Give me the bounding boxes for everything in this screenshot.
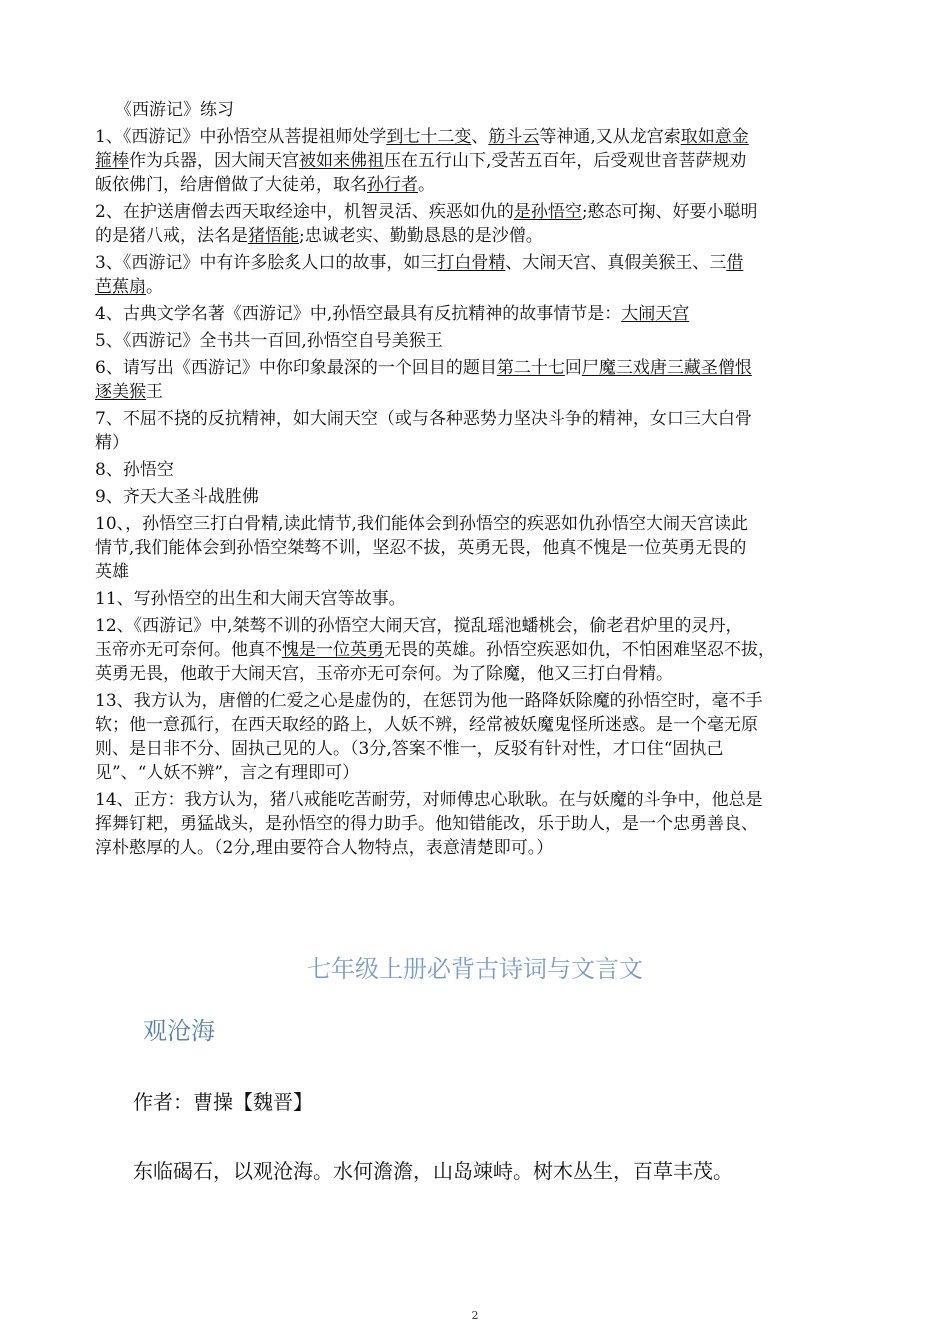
exercise-line (95, 224, 860, 248)
exercise-item (95, 512, 860, 584)
exercise-line (95, 788, 860, 812)
text-segment: 2、在护送唐僧去西天取经途中，机智灵活、疾恶如仇的 (95, 202, 514, 222)
text-segment: 4、古典文学名著《西游记》中,孙悟空最具有反抗精神的故事情节是： (95, 304, 622, 324)
answer-underlined: 尸魔三戏唐三藏圣僧恨 (581, 358, 752, 378)
answer-underlined: 猪悟能 (248, 226, 299, 246)
exercise-line (95, 560, 860, 584)
exercise-item (95, 485, 860, 509)
answer-underlined: 借 (726, 253, 744, 273)
text-segment: 情节,我们能体会到孙悟空桀骜不训，坚忍不拔，英勇无畏，他真不愧是一位英勇无畏的 (95, 538, 747, 558)
text-segment: ;憨态可掬、好要小聪明 (581, 202, 758, 222)
answer-underlined: 到七十二变 (386, 127, 472, 147)
exercise-item (95, 302, 860, 326)
exercise-line (95, 512, 860, 536)
exercise-line (95, 689, 860, 713)
exercise-line (95, 614, 860, 638)
text-segment: 12、《西游记》中,桀骜不训的孙悟空大闹天宫，搅乱瑶池蟠桃会，偷老君炉里的灵丹， (95, 616, 743, 636)
text-segment: 作为兵器，因大闹天宫 (129, 151, 299, 171)
text-segment: 则、是日非不分、固执己见的人。（3分,答案不惟一，反驳有针对性，才口住“固执己 (95, 739, 724, 759)
exercise-line (95, 458, 860, 482)
text-segment: 13、我方认为，唐僧的仁爱之心是虚伪的，在惩罚为他一路降妖除魔的孙悟空时，毫不手 (95, 691, 763, 711)
exercise-line (95, 431, 860, 455)
text-segment: 无畏的英雄。孙悟空疾恶如仇，不怕困难坚忍不拔， (384, 640, 775, 660)
text-segment: 7、不屈不挠的反抗精神，如大闹天空（或与各种恶势力坚决斗争的精神，女口三大白骨 (95, 409, 752, 429)
text-segment: 见”、“人妖不辨”，言之有理即可） (95, 763, 360, 783)
text-segment: 皈依佛门，给唐僧做了大徒弟，取名 (95, 175, 367, 195)
text-segment: 的是猪八戒，法名是 (95, 226, 248, 246)
exercise-line (95, 251, 860, 275)
text-segment: 王 (146, 382, 163, 402)
exercise-item (95, 614, 860, 686)
poem-author: 作者：曹操【魏晋】 (133, 1090, 313, 1114)
exercise-item (95, 689, 860, 785)
answer-underlined: 大闹天宫 (621, 304, 690, 324)
exercise-line (95, 356, 860, 380)
exercise-item (95, 251, 860, 299)
exercise-line (95, 812, 860, 836)
text-segment: 玉帝亦无可奈何。他真不 (95, 640, 282, 660)
text-segment: 8、孙悟空 (95, 460, 174, 480)
exercise-item (95, 587, 860, 611)
text-segment: 5、《西游记》全书共一百回,孙悟空自号美猴王 (95, 331, 443, 351)
exercise-line (95, 149, 860, 173)
text-segment: 1、《西游记》中孙悟空从菩提祖师处学 (95, 127, 387, 147)
answer-underlined: 筋斗云 (488, 127, 540, 147)
text-segment: 英雄 (95, 562, 129, 582)
exercise-line (95, 761, 860, 785)
text-segment: 、大闹天宫、真假美猴王、三 (505, 253, 727, 273)
exercise-item (95, 407, 860, 455)
answer-underlined: 被如来佛祖 (299, 151, 384, 171)
text-segment: 10、，孙悟空三打白骨精,读此情节,我们能体会到孙悟空的疾恶如仇孙悟空大闹天宫读此 (95, 514, 748, 534)
text-segment: 。 (418, 175, 435, 195)
text-segment: 3、《西游记》中有许多脍炙人口的故事，如三 (95, 253, 438, 273)
exercise-line (95, 662, 860, 686)
text-segment: 等神通,又从龙宫索 (539, 127, 681, 147)
exercise-line (95, 713, 860, 737)
poem-title: 观沧海 (143, 1017, 215, 1045)
answer-underlined: 箍棒 (95, 151, 129, 171)
exercise-item (95, 125, 860, 197)
exercise-line (95, 200, 860, 224)
answer-underlined: 芭蕉扇 (95, 277, 146, 297)
answer-underlined: 是孙悟空 (513, 202, 582, 222)
exercise-line (95, 407, 860, 431)
text-segment: 11、写孙悟空的出生和大闹天宫等故事。 (95, 589, 406, 609)
text-segment: 英勇无畏，他敢于大闹天宫，玉帝亦无可奈何。为了除魔，他又三打白骨精。 (95, 664, 673, 684)
page-number: 2 (471, 1309, 479, 1322)
exercise-line (95, 380, 860, 404)
text-segment: 精） (95, 433, 129, 453)
text-segment: 压在五行山下,受苦五百年，后受观世音菩萨规劝 (384, 151, 747, 171)
answer-underlined: 孙行者 (367, 175, 418, 195)
exercise-line (95, 173, 860, 197)
exercise-line (95, 836, 860, 860)
text-segment: ;忠诚老实、勤勤恳恳的是沙僧。 (299, 226, 543, 246)
exercise-line (95, 275, 860, 299)
answer-underlined: 逐美猴 (95, 382, 146, 402)
exercise-item (95, 329, 860, 353)
exercise-item (95, 458, 860, 482)
poem-line: 东临碣石，以观沧海。水何澹澹，山岛竦峙。树木丛生，百草丰茂。 (133, 1159, 733, 1183)
exercise-item (95, 200, 860, 248)
section-heading: 七年级上册必背古诗词与文言文 (307, 955, 643, 983)
exercise-item (95, 356, 860, 404)
answer-underlined: 愧是一位英勇 (282, 640, 384, 660)
exercise-line (95, 638, 860, 662)
exercise-title: 《西游记》练习 (115, 100, 234, 120)
text-segment: 挥舞钉耙，勇猛战头，是孙悟空的得力助手。他知错能改，乐于助人，是一个忠勇善良、 (95, 814, 758, 834)
exercise-line (95, 125, 860, 149)
exercise-line (95, 587, 860, 611)
exercise-item (95, 788, 860, 860)
exercise-line (95, 737, 860, 761)
exercise-line (95, 485, 860, 509)
text-segment: 、 (471, 127, 489, 147)
text-segment: 9、齐天大圣斗战胜佛 (95, 487, 259, 507)
text-segment: 14、正方：我方认为，猪八戒能吃苦耐劳，对师傅忠心耿耿。在与妖魔的斗争中，他总是 (95, 790, 763, 810)
exercise-section (95, 98, 860, 860)
answer-underlined: 打白骨精 (437, 253, 506, 273)
text-segment: 回 (564, 358, 582, 378)
exercise-line (95, 302, 860, 326)
text-segment: 6、请写出《西游记》中你印象最深的一个回目的题目 (95, 358, 497, 378)
exercise-line (95, 329, 860, 353)
text-segment: 软；他一意孤行，在西天取经的路上，人妖不辨，经常被妖魔鬼怪所迷惑。是一个毫无原 (95, 715, 758, 735)
exercise-line (95, 536, 860, 560)
answer-underlined: 第二十七 (496, 358, 565, 378)
text-segment: 。 (146, 277, 163, 297)
text-segment: 淳朴憨厚的人。（2分,理由要符合人物特点，表意清楚即可。） (95, 838, 554, 858)
answer-underlined: 取如意金 (680, 127, 749, 147)
